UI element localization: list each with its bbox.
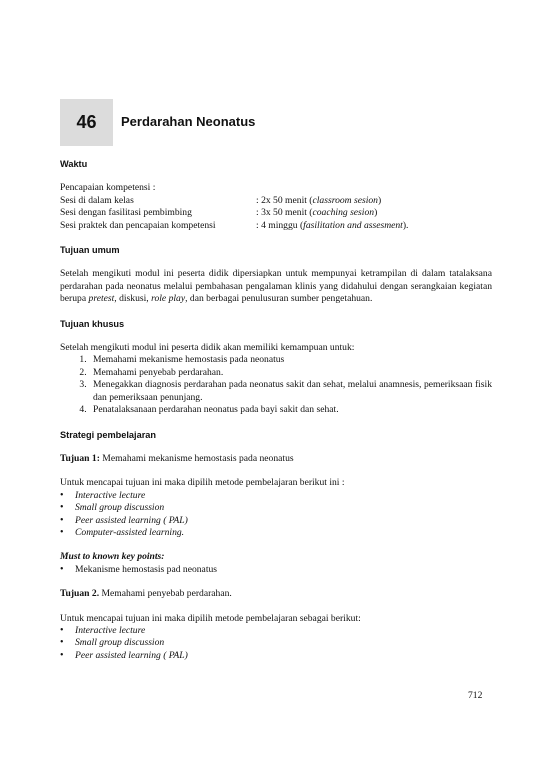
- list-item: • Interactive lecture: [75, 625, 492, 637]
- heading-waktu: Waktu: [60, 159, 88, 169]
- list-item: 4. Penatalaksanaan perdarahan neonatus pada bayi sakit dan sehat.: [89, 404, 492, 416]
- list-item: 2. Memahami penyebab perdarahan.: [89, 367, 492, 379]
- waktu-row: [60, 195, 492, 207]
- list-item: • Small group discussion: [75, 502, 492, 514]
- tujuan-2-line: Tujuan 2. Memahami penyebab perdarahan.: [60, 588, 232, 600]
- page-number: 712: [468, 690, 483, 701]
- list-item: • Peer assisted learning ( PAL): [75, 515, 492, 527]
- tujuan-1-methods: [60, 490, 492, 540]
- waktu-row-label: Sesi dengan fasilitasi pembimbing: [60, 207, 192, 219]
- waktu-row-value: : 3x 50 menit (coaching sesion): [256, 207, 378, 219]
- waktu-row: [60, 207, 492, 219]
- waktu-row-value: : 4 minggu (fasilitation and assesment).: [256, 219, 409, 231]
- tujuan-2-methods: [60, 625, 492, 662]
- heading-tujuan-umum: Tujuan umum: [60, 245, 120, 256]
- tujuan-khusus-intro: Setelah mengikuti modul ini peserta didik akan memiliki kemampuan untuk:: [60, 342, 355, 354]
- waktu-row-value: : 2x 50 menit (classroom sesion): [256, 194, 382, 206]
- waktu-row-label: Sesi praktek dan pencapaian kompetensi: [60, 219, 216, 231]
- chapter-number-box: [60, 99, 113, 146]
- heading-tujuan-khusus: Tujuan khusus: [60, 318, 125, 329]
- tujuan-umum-paragraph: Setelah mengikuti modul ini peserta didik dipersiapkan untuk mempunyai ketrampilan di dalam tatalaksana perdarahan pada neonatus melalui pembahasan pengalaman klinis yang didahului dengan serangkaian kegiatan berupa pretest, diskusi, role play, dan berbagai penulusuran sumber pengetahuan.: [60, 268, 492, 305]
- list-item: • Small group discussion: [75, 637, 492, 649]
- key-points-heading: Must to known key points:: [60, 551, 165, 563]
- list-item: 1. Memahami mekanisme hemostasis pada neonatus: [89, 354, 492, 366]
- list-item: 3. Menegakkan diagnosis perdarahan pada neonatus sakit dan sehat, melalui anamnesis, pemeriksaan fisik dan pemeriksaan penunjang.: [89, 379, 492, 404]
- heading-strategi: Strategi pembelajaran: [60, 429, 156, 440]
- tujuan-1-line: Tujuan 1: Memahami mekanisme hemostasis pada neonatus: [60, 452, 294, 464]
- tujuan-khusus-list: [60, 354, 492, 416]
- chapter-number: 46: [76, 112, 97, 132]
- key-points-list: [60, 564, 492, 576]
- waktu-row-label: Sesi di dalam kelas: [60, 194, 134, 206]
- list-item: • Peer assisted learning ( PAL): [75, 650, 492, 662]
- list-item: • Computer-assisted learning.: [75, 527, 492, 539]
- waktu-row: [60, 220, 492, 232]
- list-item: • Mekanisme hemostasis pad neonatus: [75, 564, 492, 576]
- chapter-title: Perdarahan Neonatus: [121, 114, 256, 129]
- tujuan-1-intro: Untuk mencapai tujuan ini maka dipilih metode pembelajaran berikut ini :: [60, 477, 345, 489]
- content-body: [60, 158, 492, 662]
- tujuan-2-intro: Untuk mencapai tujuan ini maka dipilih metode pembelajaran sebagai berikut:: [60, 612, 361, 624]
- waktu-intro: Pencapaian kompetensi :: [60, 182, 156, 194]
- list-item: • Interactive lecture: [75, 490, 492, 502]
